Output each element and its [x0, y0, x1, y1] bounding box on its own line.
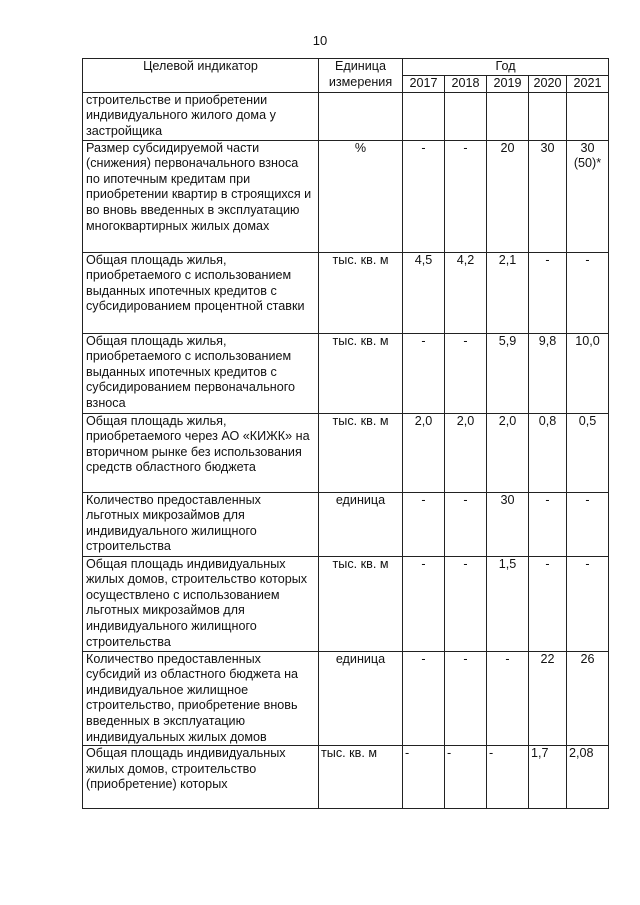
value-cell: - — [529, 492, 567, 556]
indicator-cell: Общая площадь жилья, приобретаемого с использованием выданных ипотечных кредитов с субсидированием первоначального взноса — [83, 333, 319, 413]
table-row — [83, 651, 609, 746]
table-row — [83, 252, 609, 333]
indicator-cell: Количество предоставленных льготных микрозаймов для индивидуального жилищного строительства — [83, 492, 319, 556]
header-year: 2018 — [445, 75, 487, 92]
value-cell: 5,9 — [487, 333, 529, 413]
value-cell: - — [403, 140, 445, 252]
indicator-cell: строительстве и приобретении индивидуального жилого дома у застройщика — [83, 92, 319, 140]
header-unit: Единица измерения — [319, 59, 403, 93]
indicators-table — [82, 58, 609, 809]
value-cell: 1,5 — [487, 556, 529, 651]
unit-cell: единица — [319, 492, 403, 556]
value-cell: - — [487, 746, 529, 809]
indicator-cell: Общая площадь жилья, приобретаемого через АО «КИЖК» на вторичном рынке без использования средств областного бюджета — [83, 413, 319, 492]
value-cell: 4,2 — [445, 252, 487, 333]
value-cell: - — [445, 651, 487, 746]
table-row — [83, 492, 609, 556]
value-cell: - — [445, 140, 487, 252]
table-row — [83, 413, 609, 492]
value-cell: 2,08 — [567, 746, 609, 809]
value-cell: 20 — [487, 140, 529, 252]
value-cell: 2,0 — [403, 413, 445, 492]
value-cell — [445, 92, 487, 140]
value-cell: - — [403, 556, 445, 651]
indicator-cell: Размер субсидируемой части (снижения) первоначального взноса по ипотечным кредитам при приобретении квартир в строящихся и во вновь введенных в эксплуатацию многоквартирных жилых домах — [83, 140, 319, 252]
unit-cell: тыс. кв. м — [319, 252, 403, 333]
value-cell: - — [567, 252, 609, 333]
header-year: 2020 — [529, 75, 567, 92]
indicator-cell: Количество предоставленных субсидий из областного бюджета на индивидуальное жилищное строительство, приобретение вновь введенных в эксплуатацию индивидуальных жилых домов — [83, 651, 319, 746]
value-cell: 10,0 — [567, 333, 609, 413]
value-cell: 26 — [567, 651, 609, 746]
value-cell: - — [445, 333, 487, 413]
page-number: 10 — [312, 33, 328, 48]
value-cell: 2,0 — [487, 413, 529, 492]
unit-cell: тыс. кв. м — [319, 413, 403, 492]
value-cell: 4,5 — [403, 252, 445, 333]
unit-cell: тыс. кв. м — [319, 746, 403, 809]
unit-cell: % — [319, 140, 403, 252]
value-cell — [487, 92, 529, 140]
unit-cell: тыс. кв. м — [319, 333, 403, 413]
value-cell — [567, 92, 609, 140]
value-cell: - — [445, 492, 487, 556]
value-cell: 2,1 — [487, 252, 529, 333]
table-row — [83, 556, 609, 651]
indicator-cell: Общая площадь индивидуальных жилых домов, строительство (приобретение) которых — [83, 746, 319, 809]
value-cell: 30 (50)* — [567, 140, 609, 252]
value-cell: - — [529, 252, 567, 333]
table-row — [83, 92, 609, 140]
value-cell: - — [529, 556, 567, 651]
header-year: 2017 — [403, 75, 445, 92]
table-row — [83, 746, 609, 809]
value-cell: 2,0 — [445, 413, 487, 492]
table-row — [83, 140, 609, 252]
value-cell — [403, 92, 445, 140]
header-year-group: Год — [403, 59, 609, 76]
header-year: 2019 — [487, 75, 529, 92]
unit-cell: тыс. кв. м — [319, 556, 403, 651]
value-cell: - — [445, 556, 487, 651]
table-row — [83, 333, 609, 413]
value-cell: 30 — [529, 140, 567, 252]
value-cell: 1,7 — [529, 746, 567, 809]
value-cell: 0,5 — [567, 413, 609, 492]
value-cell: - — [567, 556, 609, 651]
value-cell: - — [487, 651, 529, 746]
value-cell: - — [403, 492, 445, 556]
unit-cell: единица — [319, 651, 403, 746]
unit-cell — [319, 92, 403, 140]
value-cell: - — [403, 333, 445, 413]
indicator-cell: Общая площадь жилья, приобретаемого с использованием выданных ипотечных кредитов с субсидированием процентной ставки — [83, 252, 319, 333]
value-cell: 30 — [487, 492, 529, 556]
header-year: 2021 — [567, 75, 609, 92]
value-cell: - — [403, 746, 445, 809]
value-cell: 22 — [529, 651, 567, 746]
value-cell: - — [445, 746, 487, 809]
value-cell: 0,8 — [529, 413, 567, 492]
value-cell: 9,8 — [529, 333, 567, 413]
value-cell — [529, 92, 567, 140]
value-cell: - — [403, 651, 445, 746]
indicator-cell: Общая площадь индивидуальных жилых домов, строительство которых осуществлено с использованием льготных микрозаймов для индивидуального жилищного строительства — [83, 556, 319, 651]
header-indicator: Целевой индикатор — [83, 59, 319, 93]
header-row — [83, 59, 609, 76]
value-cell: - — [567, 492, 609, 556]
